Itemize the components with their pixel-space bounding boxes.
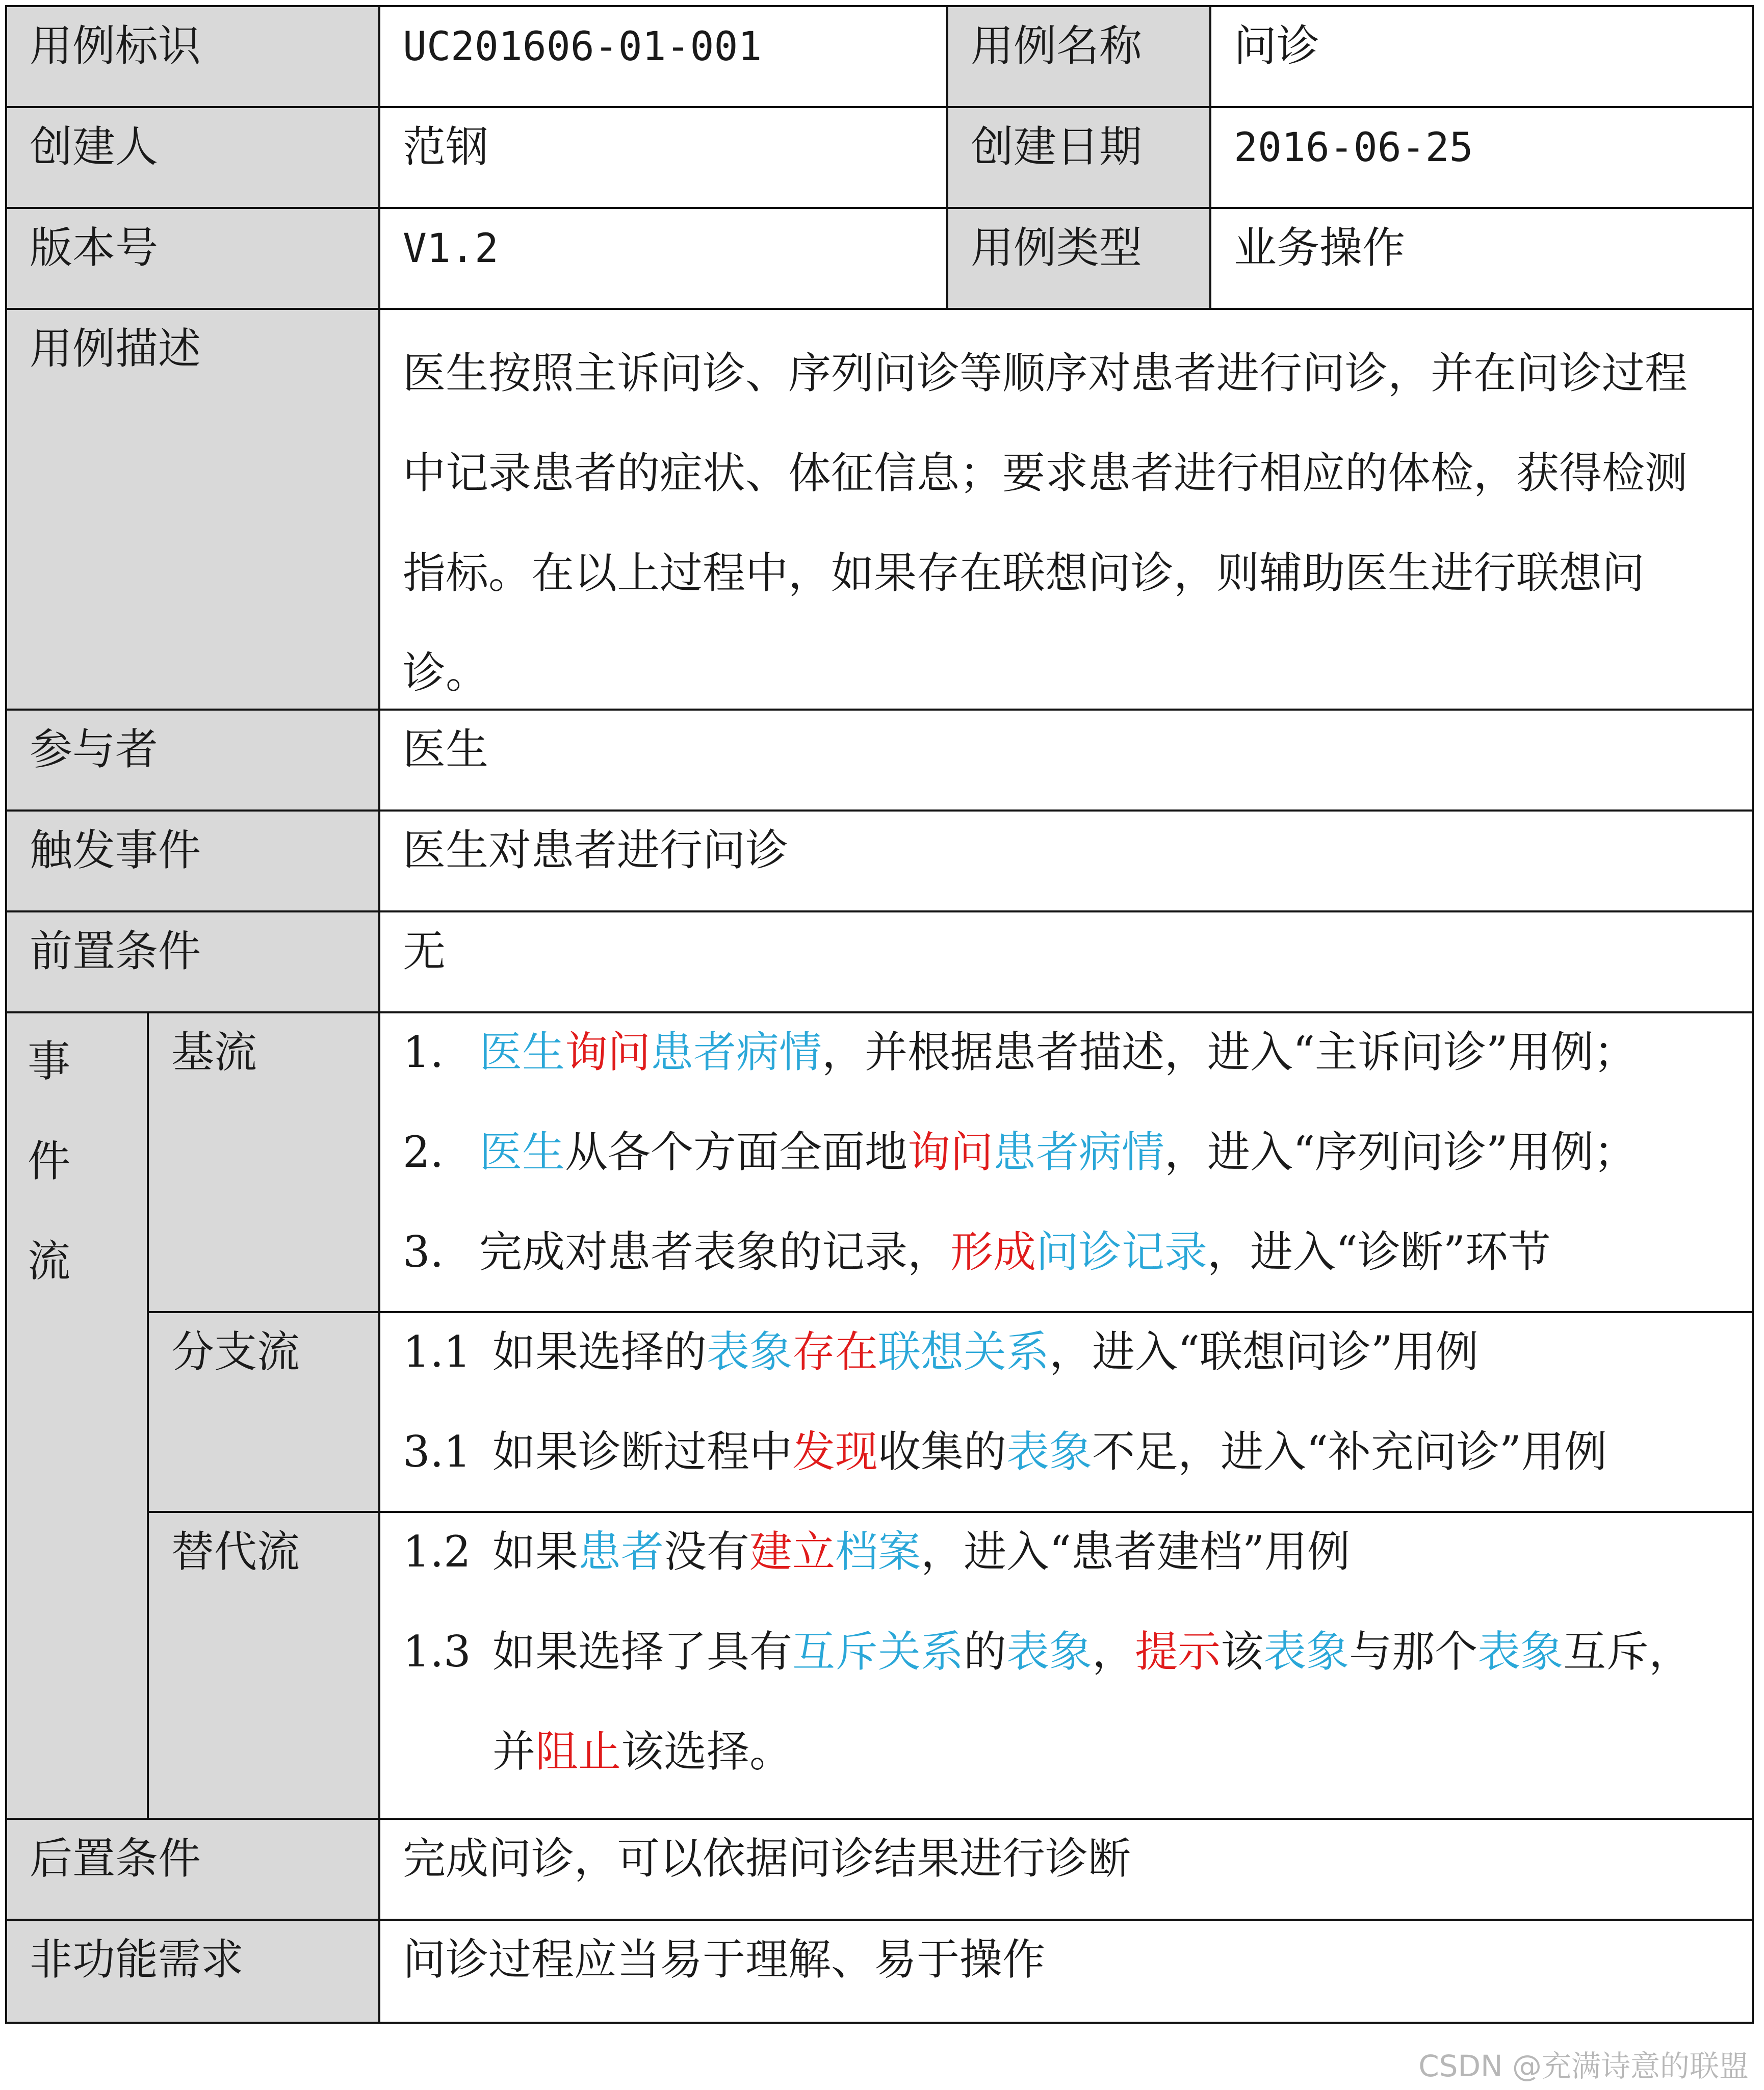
flow-step (403, 1326, 1478, 1378)
flow-step-segment: 档案 (835, 1527, 921, 1577)
flow-step (403, 1726, 792, 1778)
flow-step-segment: 建立 (749, 1527, 836, 1577)
flow-step-number: 1. (403, 1027, 444, 1077)
event-flow-char: 事 (28, 1036, 71, 1086)
flow-step-segment: 患者病情 (651, 1027, 822, 1077)
type-value-cell (1209, 207, 1754, 310)
branch-flow-label: 分支流 (171, 1327, 300, 1377)
event-flow-char: 流 (28, 1236, 71, 1286)
flow-step-segment: ，进入“诊断”环节 (1207, 1227, 1551, 1277)
actor-label-cell (5, 709, 380, 812)
flow-step (403, 1226, 1551, 1278)
nfr-label: 非功能需求 (30, 1935, 244, 1984)
alt-flow-label-cell (147, 1511, 380, 1820)
flow-step-number: 3.1 (403, 1427, 471, 1477)
name-value-cell (1209, 5, 1754, 108)
creator-label-cell (5, 106, 380, 209)
version-label-cell (5, 207, 380, 310)
flow-step-segment: 表象 (1477, 1627, 1564, 1677)
flow-step-segment: 患者病情 (993, 1127, 1165, 1177)
flow-step-segment: 问诊记录 (1036, 1227, 1208, 1277)
type-label: 用例类型 (971, 223, 1143, 273)
nfr-label-cell (5, 1919, 380, 2024)
pre-label: 前置条件 (30, 926, 201, 976)
type-value: 业务操作 (1234, 223, 1406, 273)
name-value: 问诊 (1234, 21, 1320, 71)
flow-step-number: 1.1 (403, 1327, 471, 1377)
alt-flow-cell (378, 1511, 1754, 1820)
date-value-cell (1209, 106, 1754, 209)
version-value: V1.2 (403, 226, 499, 272)
flow-step-segment: ，进入“患者建档”用例 (921, 1527, 1350, 1577)
flow-step-segment: 表象 (707, 1327, 793, 1377)
desc-label-cell (5, 308, 380, 711)
flow-step-segment: 如果诊断过程中 (492, 1427, 793, 1477)
flow-step-segment: ， (1092, 1627, 1135, 1677)
post-label: 后置条件 (30, 1834, 201, 1884)
flow-step (403, 1127, 1637, 1178)
date-label-cell (946, 106, 1211, 209)
post-value-cell (378, 1818, 1754, 1921)
id-value: UC201606-01-001 (403, 24, 762, 70)
name-label: 用例名称 (971, 21, 1143, 71)
flow-step-segment: 询问 (565, 1027, 651, 1077)
post-value: 完成问诊，可以依据问诊结果进行诊断 (403, 1834, 1131, 1884)
flow-step-segment: 阻止 (535, 1727, 621, 1776)
flow-step-segment: 联想关系 (878, 1327, 1050, 1377)
flow-step-segment: 并 (492, 1727, 536, 1776)
flow-step-number: 1.2 (403, 1527, 471, 1577)
id-label-cell (5, 5, 380, 108)
flow-step-segment: 完成对患者表象的记录， (479, 1227, 951, 1277)
flow-step-segment: 与那个 (1349, 1627, 1478, 1677)
id-value-cell (378, 5, 948, 108)
flow-step-segment: ，进入“序列问诊”用例； (1164, 1127, 1637, 1177)
version-value-cell (378, 207, 948, 310)
flow-step-segment: 该 (1221, 1627, 1264, 1677)
flow-step-segment: 提示 (1135, 1627, 1221, 1677)
basic-flow-label-cell (147, 1011, 380, 1313)
post-label-cell (5, 1818, 380, 1921)
desc-label: 用例描述 (30, 324, 201, 374)
flow-step-number: 2. (403, 1127, 444, 1177)
flow-step-segment: 存在 (792, 1327, 878, 1377)
flow-step-segment: 询问 (907, 1127, 994, 1177)
trigger-value: 医生对患者进行问诊 (403, 825, 789, 875)
branch-flow-cell (378, 1311, 1754, 1513)
flow-step (403, 1426, 1607, 1478)
trigger-value-cell (378, 809, 1754, 912)
flow-step (403, 1526, 1350, 1578)
flow-step-segment: 没有 (664, 1527, 750, 1577)
watermark: CSDN @充满诗意的联盟 (1418, 2049, 1749, 2083)
flow-step-number: 1.3 (403, 1627, 471, 1677)
branch-flow-label-cell (147, 1311, 380, 1513)
pre-value: 无 (403, 926, 446, 976)
flow-step-segment: 从各个方面全面地 (565, 1127, 908, 1177)
flow-step-segment: ，并根据患者描述，进入“主诉问诊”用例； (822, 1027, 1637, 1077)
flow-step-segment: 形成 (950, 1227, 1036, 1277)
creator-label: 创建人 (30, 122, 159, 172)
name-label-cell (946, 5, 1211, 108)
flow-step-segment: 表象 (1263, 1627, 1350, 1677)
actor-value-cell (378, 709, 1754, 812)
flow-step-segment: 不足，进入“补充问诊”用例 (1092, 1427, 1607, 1477)
desc-value-cell (378, 308, 1754, 711)
creator-value: 范钢 (403, 122, 489, 172)
date-value: 2016-06-25 (1234, 125, 1473, 171)
flow-step-segment: 互斥， (1563, 1627, 1692, 1677)
flow-step-segment: 如果 (492, 1527, 579, 1577)
desc-value: 医生按照主诉问诊、序列问诊等顺序对患者进行问诊，并在问诊过程中记录患者的症状、体征信息；要求患者进行相应的体检，获得检测指标。在以上过程中，如果存在联想问诊，则辅助医生进行联想问诊。 (403, 348, 1688, 698)
flow-step-segment: 收集的 (878, 1427, 1007, 1477)
alt-flow-label: 替代流 (171, 1527, 300, 1577)
id-label: 用例标识 (30, 21, 201, 71)
version-label: 版本号 (30, 223, 159, 273)
event-flow-label-cell (5, 1011, 149, 1820)
nfr-value-cell (378, 1919, 1754, 2024)
flow-step-segment: 医生 (479, 1127, 565, 1177)
trigger-label-cell (5, 809, 380, 912)
flow-step (403, 1626, 1692, 1678)
creator-value-cell (378, 106, 948, 209)
event-flow-char: 件 (28, 1136, 71, 1186)
flow-step-segment: 互斥关系 (792, 1627, 964, 1677)
trigger-label: 触发事件 (30, 825, 201, 875)
flow-step-segment: 表象 (1006, 1427, 1093, 1477)
flow-step-segment: 表象 (1006, 1627, 1093, 1677)
flow-step-segment: 该选择。 (621, 1727, 793, 1776)
actor-label: 参与者 (30, 724, 159, 774)
flow-step-segment: 患者 (578, 1527, 664, 1577)
basic-flow-label: 基流 (171, 1027, 257, 1077)
flow-step-segment: 如果选择了具有 (492, 1627, 793, 1677)
nfr-value: 问诊过程应当易于理解、易于操作 (403, 1935, 1046, 1984)
flow-step-segment: 的 (964, 1627, 1007, 1677)
date-label: 创建日期 (971, 122, 1143, 172)
type-label-cell (946, 207, 1211, 310)
pre-label-cell (5, 910, 380, 1013)
flow-step-segment: ，进入“联想问诊”用例 (1049, 1327, 1478, 1377)
flow-step-segment: 如果选择的 (492, 1327, 707, 1377)
flow-step-number: 3. (403, 1227, 444, 1277)
basic-flow-cell (378, 1011, 1754, 1313)
actor-value: 医生 (403, 724, 489, 774)
flow-step (403, 1027, 1637, 1078)
flow-step-segment: 医生 (479, 1027, 565, 1077)
flow-step-segment: 发现 (792, 1427, 878, 1477)
pre-value-cell (378, 910, 1754, 1013)
